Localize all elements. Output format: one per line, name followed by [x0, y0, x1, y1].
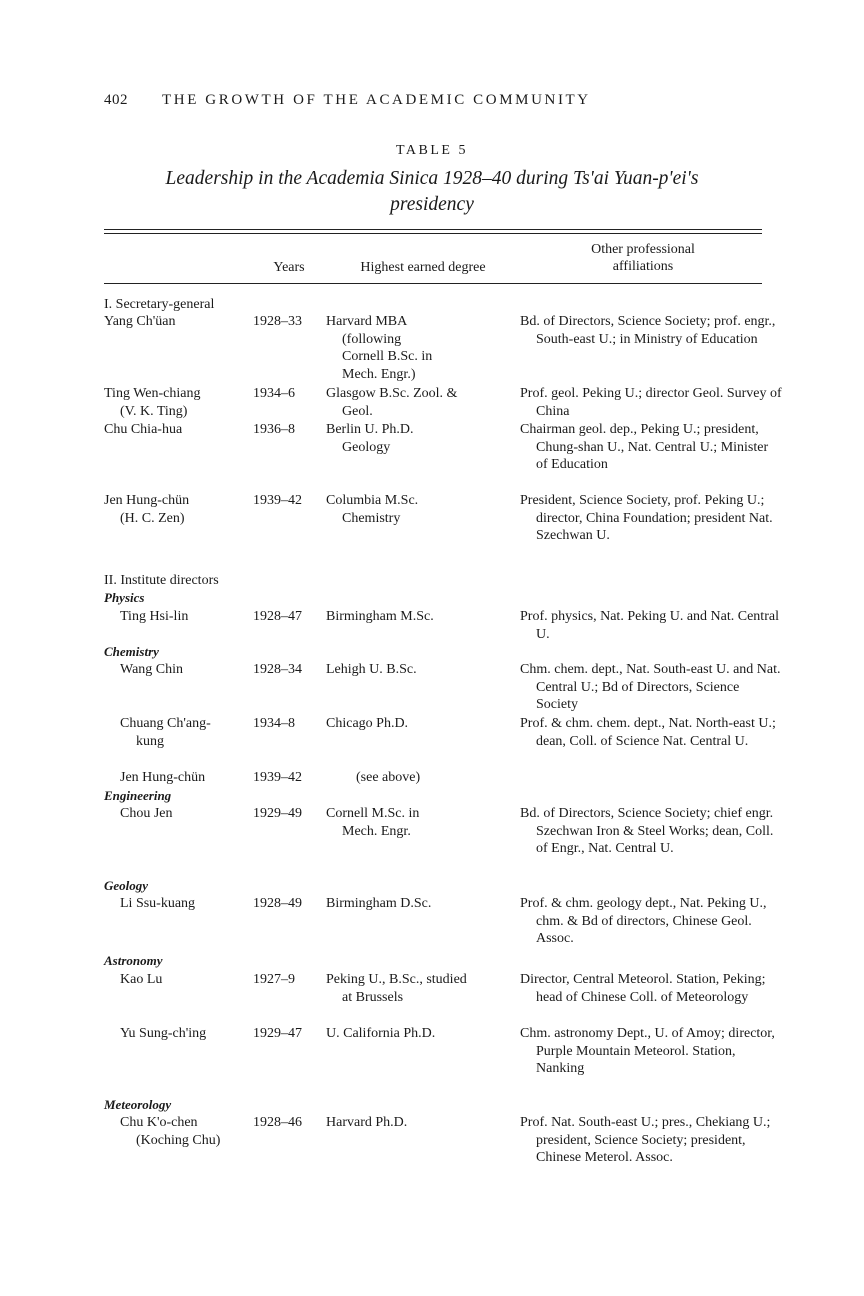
years-cell: 1939–42 [253, 770, 302, 785]
degree-cell [326, 895, 498, 913]
years-cell: 1928–49 [253, 896, 302, 911]
years-cell: 1936–8 [253, 422, 295, 437]
name-line: Chu Chia-hua [104, 422, 183, 437]
column-header-degree: Highest earned degree [360, 260, 486, 275]
name-line: kung [136, 733, 164, 749]
affiliations-cell: Prof. Nat. South-east U.; pres., Chekiang U.; president, Science Society; president, Chinese Meterol. Assoc. [520, 1115, 771, 1165]
name-cell [104, 715, 265, 750]
degree-line: at Brussels [342, 989, 404, 1005]
name-line: Chuang Ch'ang- [120, 716, 211, 731]
table-header-rule [104, 283, 762, 284]
column-header-other-line-1: Other professional [591, 242, 695, 257]
name-cell [104, 421, 249, 439]
years-cell: 1928–47 [253, 609, 302, 624]
degree-line: Lehigh U. B.Sc. [326, 662, 417, 677]
table-top-rule-inner [104, 233, 762, 234]
name-cell [104, 1114, 265, 1149]
years-cell: 1927–9 [253, 972, 295, 987]
name-line: Chu K'o-chen [120, 1115, 198, 1130]
degree-cell [326, 715, 498, 733]
degree-line: Berlin U. Ph.D. [326, 422, 414, 437]
degree-line: Peking U., B.Sc., studied [326, 972, 467, 987]
degree-line: Harvard Ph.D. [326, 1115, 408, 1130]
name-line: (V. K. Ting) [120, 403, 188, 419]
degree-line: Columbia M.Sc. [326, 493, 419, 508]
degree-cell [326, 421, 498, 456]
name-line: Yu Sung-ch'ing [120, 1026, 207, 1041]
name-line: Jen Hung-chün [104, 493, 190, 508]
table-title [104, 166, 760, 218]
table-top-rule [104, 229, 762, 230]
degree-cell [326, 661, 498, 679]
section-heading-institute-directors: II. Institute directors [104, 573, 219, 588]
degree-cell [326, 1025, 498, 1043]
years-cell: 1928–46 [253, 1115, 302, 1130]
degree-cell [326, 492, 498, 527]
years-cell: 1939–42 [253, 493, 302, 508]
affiliations-cell: Bd. of Directors, Science Society; chief engr. Szechwan Iron & Steel Works; dean, Coll. of Engr., Nat. Central U. [520, 806, 774, 856]
name-cell [104, 661, 265, 679]
degree-cell [326, 1114, 498, 1132]
degree-line: Cornell B.Sc. in [342, 349, 433, 364]
degree-line: Birmingham D.Sc. [326, 896, 432, 911]
name-cell [104, 492, 249, 527]
degree-line: (see above) [356, 770, 421, 785]
years-cell: 1934–8 [253, 716, 295, 731]
degree-cell [326, 608, 498, 626]
column-header-other-line-2: affiliations [612, 259, 674, 274]
degree-line: Geol. [342, 403, 373, 419]
name-line: Yang Ch'üan [104, 314, 176, 329]
name-cell [104, 385, 249, 420]
name-cell [104, 805, 265, 823]
section-heading-secretary-general: I. Secretary-general [104, 297, 215, 312]
name-cell [104, 895, 265, 913]
degree-cell [326, 385, 498, 420]
affiliations-cell: Director, Central Meteorol. Station, Peking; head of Chinese Coll. of Meteorology [520, 972, 766, 1005]
degree-line: Mech. Engr. [342, 823, 411, 839]
name-cell [104, 1025, 265, 1043]
name-line: Ting Wen-chiang [104, 386, 201, 401]
name-line: (H. C. Zen) [120, 510, 185, 526]
affiliations-cell: President, Science Society, prof. Peking U.; director, China Foundation; president Nat. Szechwan U. [520, 493, 773, 543]
affiliations-cell: Prof. physics, Nat. Peking U. and Nat. Central U. [520, 609, 779, 642]
discipline-heading-physics: Physics [104, 590, 145, 605]
name-line: Ting Hsi-lin [120, 609, 189, 624]
years-cell: 1928–33 [253, 314, 302, 329]
degree-line: U. California Ph.D. [326, 1026, 436, 1041]
degree-cell [326, 313, 498, 383]
discipline-heading-meteorology: Meteorology [104, 1097, 172, 1112]
name-cell [104, 769, 265, 787]
degree-cell [326, 971, 498, 1006]
name-cell [104, 313, 249, 331]
discipline-heading-geology: Geology [104, 878, 149, 893]
affiliations-cell: Chairman geol. dep., Peking U.; president, Chung-shan U., Nat. Central U.; Minister of Education [520, 422, 769, 472]
degree-line: Chemistry [342, 510, 401, 526]
degree-line: Glasgow B.Sc. Zool. & [326, 386, 458, 401]
table-title-line-1: Leadership in the Academia Sinica 1928–40 during Ts'ai Yuan-p'ei's [165, 168, 699, 189]
degree-cell [326, 805, 498, 840]
affiliations-cell: Bd. of Directors, Science Society; prof. engr., South-east U.; in Ministry of Education [520, 314, 776, 347]
name-cell [104, 971, 265, 989]
degree-line: Birmingham M.Sc. [326, 609, 434, 624]
years-cell: 1928–34 [253, 662, 302, 677]
degree-line: Harvard MBA [326, 314, 408, 329]
name-line: (Koching Chu) [136, 1132, 221, 1148]
table-title-line-2: presidency [390, 194, 474, 215]
table-number: TABLE 5 [396, 143, 468, 158]
degree-line: Chicago Ph.D. [326, 716, 409, 731]
discipline-heading-engineering: Engineering [104, 788, 172, 803]
name-line: Chou Jen [120, 806, 173, 821]
column-header-years: Years [273, 260, 305, 275]
affiliations-cell: Prof. geol. Peking U.; director Geol. Survey of China [520, 386, 782, 419]
years-cell: 1929–47 [253, 1026, 302, 1041]
name-line: Li Ssu-kuang [120, 896, 196, 911]
degree-line: Cornell M.Sc. in [326, 806, 420, 821]
degree-line: Geology [342, 439, 391, 455]
affiliations-cell: Chm. chem. dept., Nat. South-east U. and Nat. Central U.; Bd of Directors, Science Society [520, 662, 781, 712]
discipline-heading-chemistry: Chemistry [104, 644, 159, 659]
years-cell: 1934–6 [253, 386, 295, 401]
affiliations-cell: Prof. & chm. geology dept., Nat. Peking U., chm. & Bd of directors, Chinese Geol. Assoc. [520, 896, 767, 946]
affiliations-cell: Prof. & chm. chem. dept., Nat. North-east U.; dean, Coll. of Science Nat. Central U. [520, 716, 776, 749]
name-cell [104, 608, 265, 626]
degree-cell [326, 769, 498, 787]
discipline-heading-astronomy: Astronomy [104, 953, 163, 968]
column-header-other [520, 241, 766, 275]
degree-line: (following [342, 331, 402, 347]
name-line: Wang Chin [120, 662, 184, 677]
affiliations-cell: Chm. astronomy Dept., U. of Amoy; director, Purple Mountain Meteorol. Station, Nanking [520, 1026, 775, 1076]
name-line: Kao Lu [120, 972, 163, 987]
running-title: THE GROWTH OF THE ACADEMIC COMMUNITY [162, 92, 591, 108]
running-header [104, 92, 591, 109]
degree-line: Mech. Engr.) [342, 366, 416, 382]
name-line: Jen Hung-chün [120, 770, 206, 785]
years-cell: 1929–49 [253, 806, 302, 821]
page-number: 402 [104, 92, 128, 108]
